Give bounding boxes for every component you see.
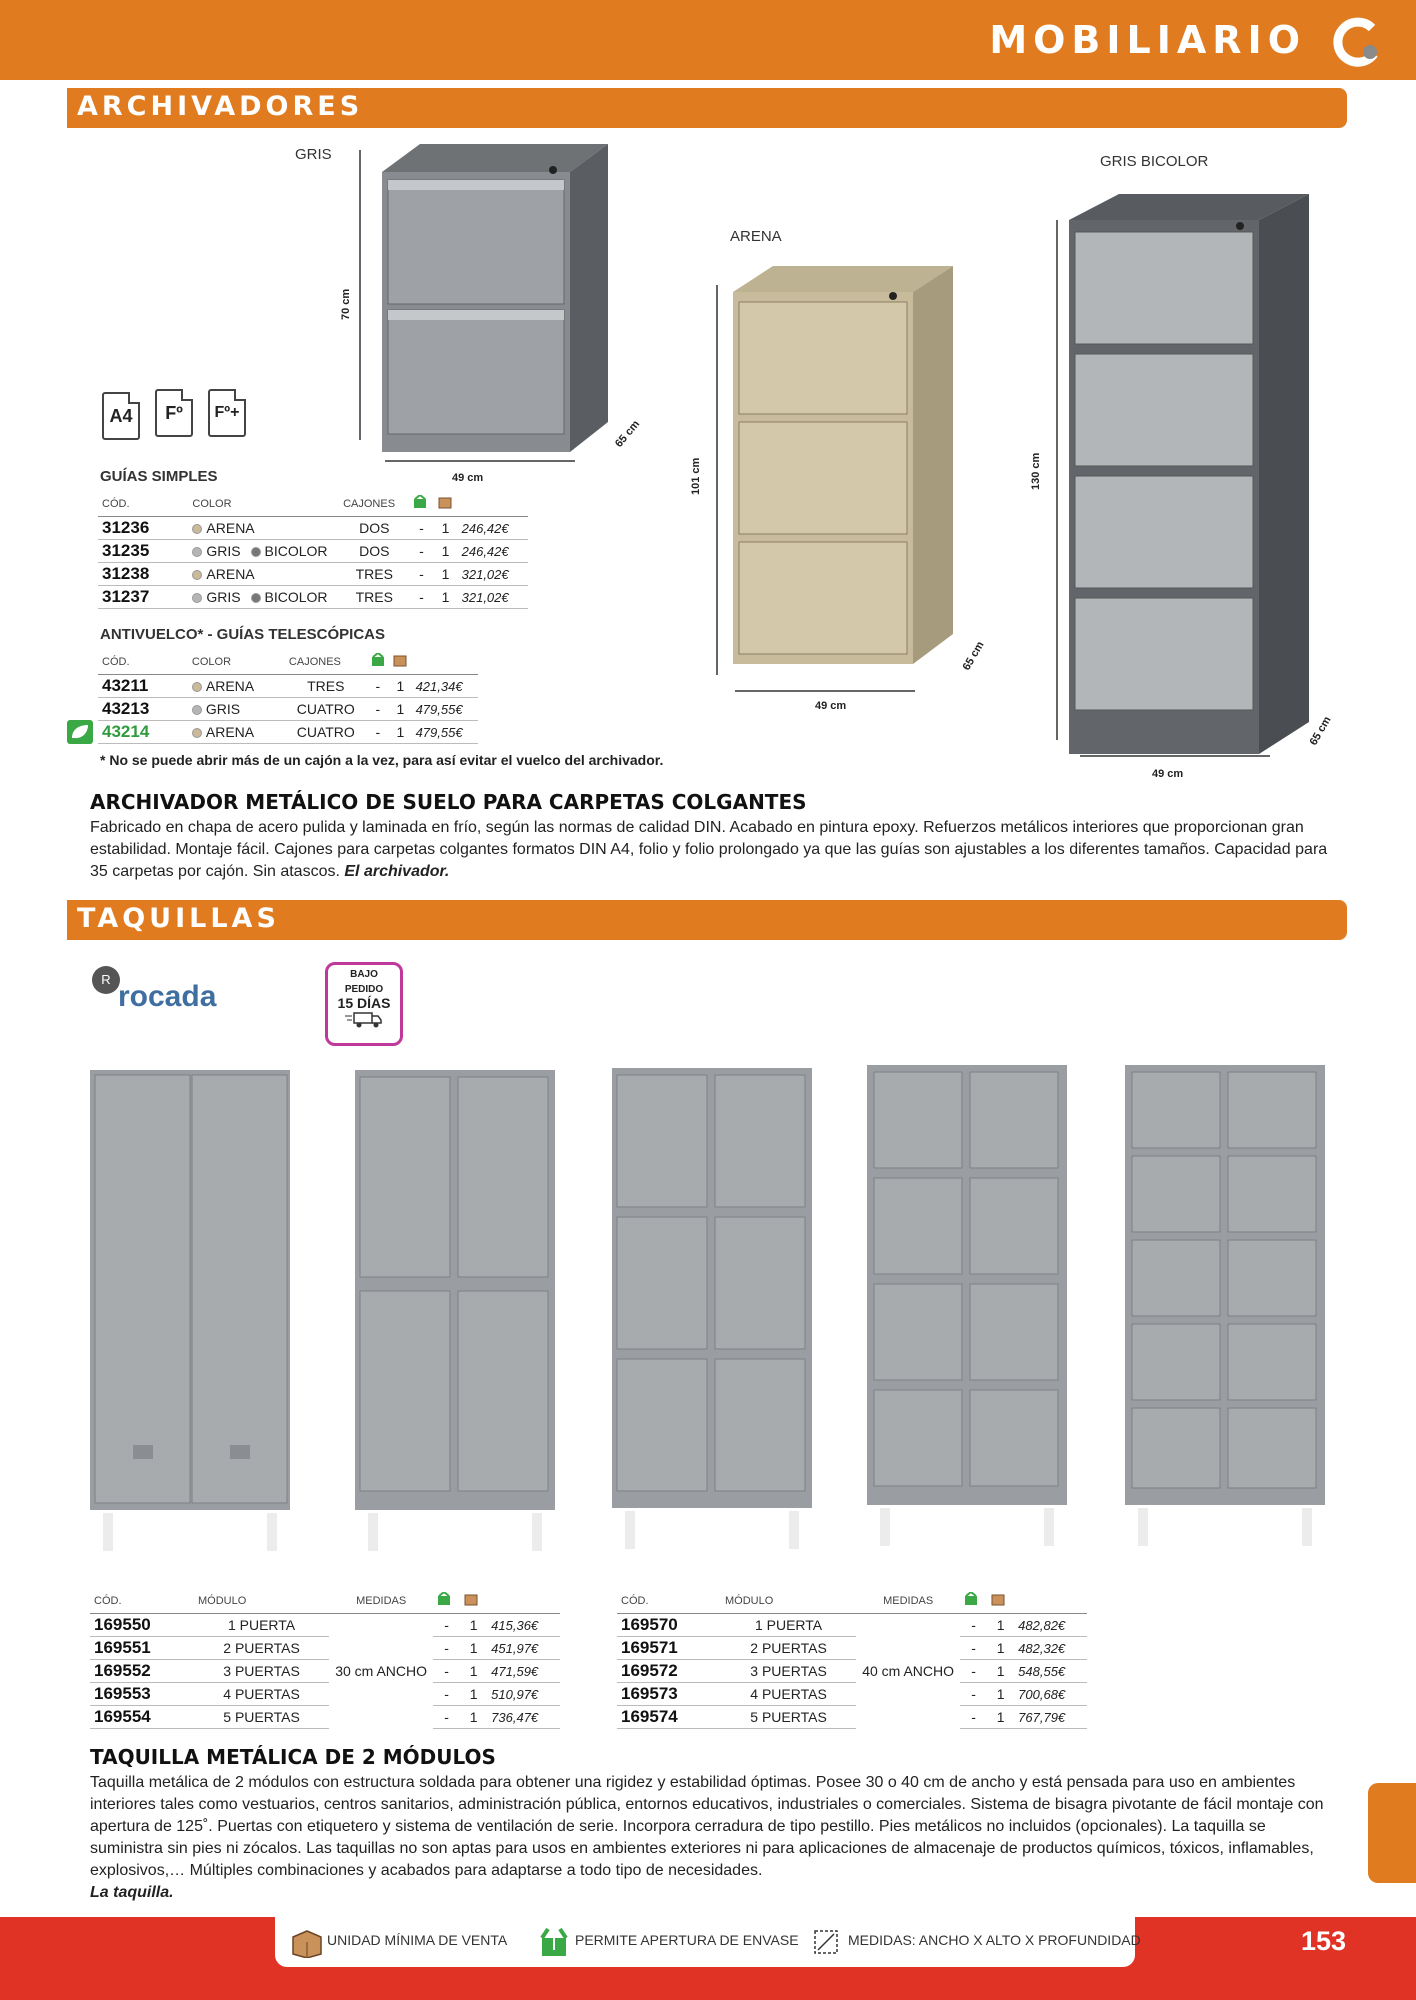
color-swatch-gris <box>192 593 202 603</box>
product-price: 510,97€ <box>487 1683 560 1706</box>
min-unit-value: 1 <box>460 1660 487 1683</box>
col-cod: CÓD. <box>617 1592 721 1614</box>
open-package-value: - <box>433 1637 460 1660</box>
col-medidas: MEDIDAS <box>856 1592 960 1614</box>
product-code: 169550 <box>90 1614 194 1637</box>
col-color: COLOR <box>188 495 339 517</box>
open-package-value: - <box>367 675 389 698</box>
col-cod: CÓD. <box>90 1592 194 1614</box>
width-dim-line <box>1080 750 1270 762</box>
cabinet-arena-label: ARENA <box>730 228 782 245</box>
product-price: 246,42€ <box>458 517 528 540</box>
taquilla-text-em: La taquilla. <box>90 1884 174 1901</box>
product-price: 700,68€ <box>1014 1683 1087 1706</box>
open-package-value: - <box>433 1683 460 1706</box>
open-package-icon <box>409 495 433 517</box>
cabinet-arena-height: 101 cm <box>690 457 702 495</box>
min-unit-value: 1 <box>460 1683 487 1706</box>
product-code: 169570 <box>617 1614 721 1637</box>
col-medidas: MEDIDAS <box>329 1592 433 1614</box>
section-header-taquillas <box>67 900 1347 940</box>
min-unit-value: 1 <box>434 586 458 609</box>
table-row <box>617 1706 1087 1729</box>
product-cajones: CUATRO <box>285 721 367 744</box>
product-code: 169554 <box>90 1706 194 1729</box>
archivador-heading: ARCHIVADOR METÁLICO DE SUELO PARA CARPETAS COLGANTES <box>90 790 807 814</box>
product-price: 415,36€ <box>487 1614 560 1637</box>
section-title: TAQUILLAS <box>77 903 280 934</box>
product-modulo: 1 PUERTA <box>721 1614 856 1637</box>
cabinet-bicolor-height: 130 cm <box>1030 452 1042 490</box>
product-price: 451,97€ <box>487 1637 560 1660</box>
product-price: 767,79€ <box>1014 1706 1087 1729</box>
bajo-pedido-badge <box>325 962 403 1046</box>
page-header <box>0 0 1416 80</box>
cabinet-bicolor-width: 49 cm <box>1152 768 1184 780</box>
brand-logo-icon <box>1332 14 1386 68</box>
dimensions-icon <box>812 1928 840 1956</box>
min-unit-value: 1 <box>460 1614 487 1637</box>
height-dim-line <box>712 285 722 675</box>
page-number: 153 <box>1300 1926 1346 1956</box>
table-row <box>90 1637 560 1660</box>
product-price: 482,32€ <box>1014 1637 1087 1660</box>
open-package-value: - <box>433 1706 460 1729</box>
cabinet-bicolor-depth: 65 cm <box>1307 714 1334 748</box>
table-header-row <box>90 1592 560 1614</box>
product-modulo: 2 PUERTAS <box>194 1637 329 1660</box>
product-code: 169574 <box>617 1706 721 1729</box>
min-unit-box-icon <box>987 1592 1014 1614</box>
product-code: 169572 <box>617 1660 721 1683</box>
badge-line2: PEDIDO <box>344 984 384 995</box>
product-color: GRIS <box>206 589 241 605</box>
color-swatch-arena <box>192 524 202 534</box>
cabinet-bicolor-label: GRIS BICOLOR <box>1100 153 1209 170</box>
antivuelco-table <box>98 653 478 744</box>
rocada-logo-icon: R <box>92 966 120 994</box>
archivador-text: Fabricado en chapa de acero pulida y laminada en frío, según las normas de calidad DIN. Acabado en pintura epoxy. Refuerzos metálicos interiores que proporcionan gran estabilidad. Montaje fácil. Cajones para carpetas colgantes formatos DIN A4, folio y folio prolongado ya que las guías son ajustables a los diferentes tamaños. Capacidad para 35 carpetas por cajón. Sin atascos. <box>90 819 1328 880</box>
min-unit-value: 1 <box>434 563 458 586</box>
color-swatch-arena <box>192 682 202 692</box>
guias-simples-table <box>98 495 528 609</box>
product-cajones: DOS <box>339 540 409 563</box>
col-modulo: MÓDULO <box>194 1592 329 1614</box>
min-unit-value: 1 <box>987 1706 1014 1729</box>
table-header-row <box>98 653 478 675</box>
width-dim-line <box>735 685 915 697</box>
product-modulo: 5 PUERTAS <box>194 1706 329 1729</box>
min-unit-value: 1 <box>389 721 411 744</box>
product-code: 169552 <box>90 1660 194 1683</box>
product-code: 43211 <box>98 675 188 698</box>
product-code: 31237 <box>98 586 188 609</box>
product-code: 169571 <box>617 1637 721 1660</box>
product-price: 736,47€ <box>487 1706 560 1729</box>
product-medidas: 30 cm ANCHO <box>335 1663 428 1680</box>
height-dim-line <box>355 150 365 440</box>
col-modulo: MÓDULO <box>721 1592 856 1614</box>
product-cajones: CUATRO <box>285 698 367 721</box>
product-price: 321,02€ <box>458 586 528 609</box>
width-dim-line <box>385 455 575 467</box>
col-cajones: CAJONES <box>339 495 409 517</box>
open-package-value: - <box>367 721 389 744</box>
table-row <box>98 563 528 586</box>
eco-leaf-icon <box>67 720 93 744</box>
product-price: 482,82€ <box>1014 1614 1087 1637</box>
footer-medidas-label: MEDIDAS: ANCHO X ALTO X PROFUNDIDAD <box>848 1932 1141 1948</box>
product-modulo: 1 PUERTA <box>194 1614 329 1637</box>
product-cajones: DOS <box>339 517 409 540</box>
table-row <box>90 1660 560 1683</box>
open-package-value: - <box>409 540 433 563</box>
product-modulo: 3 PUERTAS <box>194 1660 329 1683</box>
cabinet-gris-label: GRIS <box>295 146 332 163</box>
table-row <box>90 1614 560 1637</box>
product-color: GRIS <box>206 543 241 559</box>
color-swatch-arena <box>192 570 202 580</box>
col-cod: CÓD. <box>98 653 188 675</box>
color-swatch-gris <box>192 705 202 715</box>
color-swatch-bicolor <box>251 547 261 557</box>
cabinet-gris-height: 70 cm <box>340 288 352 320</box>
product-code: 169573 <box>617 1683 721 1706</box>
antivuelco-title: ANTIVUELCO* - GUÍAS TELESCÓPICAS <box>100 626 386 643</box>
cabinet-arena-width: 49 cm <box>815 700 847 712</box>
product-cajones: TRES <box>339 586 409 609</box>
product-medidas: 40 cm ANCHO <box>862 1663 955 1680</box>
table-row <box>617 1660 1087 1683</box>
product-modulo: 2 PUERTAS <box>721 1637 856 1660</box>
min-unit-value: 1 <box>987 1614 1014 1637</box>
min-unit-value: 1 <box>987 1637 1014 1660</box>
col-cajones: CAJONES <box>285 653 367 675</box>
side-tab <box>1368 1783 1416 1883</box>
section-title: ARCHIVADORES <box>77 91 364 122</box>
col-color: COLOR <box>188 653 285 675</box>
product-price: 421,34€ <box>412 675 478 698</box>
open-package-icon <box>960 1592 987 1614</box>
product-modulo: 3 PUERTAS <box>721 1660 856 1683</box>
cabinet-arena-depth: 65 cm <box>960 639 987 673</box>
section-header-archivadores <box>67 88 1347 128</box>
color-swatch-arena <box>192 728 202 738</box>
locker-3-puertas-image <box>607 1063 817 1555</box>
product-modulo: 4 PUERTAS <box>721 1683 856 1706</box>
min-unit-value: 1 <box>434 540 458 563</box>
cabinet-gris-depth: 65 cm <box>612 418 643 450</box>
table-row <box>98 540 528 563</box>
min-unit-value: 1 <box>434 517 458 540</box>
product-color: ARENA <box>205 724 255 740</box>
open-package-value: - <box>433 1660 460 1683</box>
min-unit-value: 1 <box>987 1683 1014 1706</box>
product-price: 479,55€ <box>412 698 478 721</box>
locker-5-puertas-image <box>1120 1060 1330 1555</box>
table-row <box>98 517 528 540</box>
table-row <box>617 1614 1087 1637</box>
footer-unidad-label: UNIDAD MÍNIMA DE VENTA <box>327 1932 508 1948</box>
min-unit-box-icon <box>460 1592 487 1614</box>
open-package-icon <box>367 653 389 675</box>
height-dim-line <box>1052 220 1062 740</box>
cabinet-gris-width: 49 cm <box>452 472 484 484</box>
table-row <box>90 1683 560 1706</box>
cabinet-gris-image <box>360 140 630 480</box>
page-title: MOBILIARIO <box>989 18 1306 62</box>
product-color-2: BICOLOR <box>264 589 328 605</box>
product-color-2: BICOLOR <box>264 543 328 559</box>
table-row <box>98 698 478 721</box>
antivuelco-footnote: * No se puede abrir más de un cajón a la vez, para así evitar el vuelco del archivador. <box>100 752 664 768</box>
folio-prolongado-format-icon: Fº+ <box>208 389 246 437</box>
min-unit-value: 1 <box>987 1660 1014 1683</box>
locker-1-puerta-image <box>85 1065 295 1555</box>
table-row <box>98 586 528 609</box>
open-package-value: - <box>409 517 433 540</box>
product-color: ARENA <box>206 520 255 536</box>
product-modulo: 5 PUERTAS <box>721 1706 856 1729</box>
badge-line1: BAJO <box>350 969 378 980</box>
open-package-value: - <box>960 1660 987 1683</box>
col-cod: CÓD. <box>98 495 188 517</box>
table-row <box>617 1683 1087 1706</box>
product-color: GRIS <box>205 701 241 717</box>
table-header-row <box>98 495 528 517</box>
badge-line3: 15 DÍAS <box>337 995 391 1011</box>
product-color: ARENA <box>206 566 255 582</box>
delivery-truck-icon <box>344 1011 384 1029</box>
table-header-row <box>617 1592 1087 1614</box>
archivador-text-em: El archivador. <box>344 863 450 880</box>
min-unit-value: 1 <box>460 1637 487 1660</box>
product-code: 43214 <box>98 721 188 744</box>
taquilla-text: Taquilla metálica de 2 módulos con estructura soldada para obtener una rigidez y estabilidad óptimas. Posee 30 o 40 cm de ancho y está pensada para uso en ambientes interiores tales como vestuarios, centros sanitarios, administración pública, entornos educativos, industriales o comerciales. Sistema de bisagra pivotante de fácil montaje con apertura de 125˚. Puertas con etiquetero y sistema de ventilación de serie. Incorpora cerradura de tipo pestillo. Pies metálicos no incluidos (opcionales). La taquilla se suministra sin pies ni zócalos. Las taquillas no son aptas para usos en ambientes exteriores ni para aplicaciones de almacenaje de productos químicos, tóxicos, inflamables, explosivos,… Múltiples combinaciones y acabados para adaptarse a todo tipo de necesidades. <box>90 1774 1324 1879</box>
product-code: 43213 <box>98 698 188 721</box>
table-row <box>90 1706 560 1729</box>
min-unit-box-icon <box>290 1928 324 1958</box>
archivador-description <box>90 817 1330 883</box>
open-package-icon <box>537 1926 571 1958</box>
open-package-value: - <box>409 563 433 586</box>
product-price: 548,55€ <box>1014 1660 1087 1683</box>
taquillas-40-table <box>617 1592 1087 1729</box>
open-package-icon <box>433 1592 460 1614</box>
folio-format-icon: Fº <box>155 389 193 437</box>
open-package-value: - <box>960 1706 987 1729</box>
open-package-value: - <box>367 698 389 721</box>
open-package-value: - <box>960 1614 987 1637</box>
product-code: 31238 <box>98 563 188 586</box>
product-price: 479,55€ <box>412 721 478 744</box>
open-package-value: - <box>960 1683 987 1706</box>
min-unit-box-icon <box>434 495 458 517</box>
cabinet-bicolor-image <box>1065 192 1315 762</box>
min-unit-box-icon <box>389 653 411 675</box>
table-row <box>98 721 478 744</box>
product-price: 246,42€ <box>458 540 528 563</box>
min-unit-value: 1 <box>389 675 411 698</box>
product-cajones: TRES <box>339 563 409 586</box>
cabinet-arena-image <box>725 262 965 682</box>
taquilla-description <box>90 1772 1340 1904</box>
product-code: 169551 <box>90 1637 194 1660</box>
color-swatch-gris <box>192 547 202 557</box>
color-swatch-bicolor <box>251 593 261 603</box>
product-code: 31236 <box>98 517 188 540</box>
guias-simples-title: GUÍAS SIMPLES <box>100 468 218 485</box>
taquillas-30-table <box>90 1592 560 1729</box>
taquilla-heading: TAQUILLA METÁLICA DE 2 MÓDULOS <box>90 1745 496 1769</box>
product-price: 471,59€ <box>487 1660 560 1683</box>
table-row <box>617 1637 1087 1660</box>
locker-4-puertas-image <box>862 1060 1072 1555</box>
product-code: 31235 <box>98 540 188 563</box>
footer-permite-label: PERMITE APERTURA DE ENVASE <box>575 1932 799 1948</box>
min-unit-value: 1 <box>460 1706 487 1729</box>
min-unit-value: 1 <box>389 698 411 721</box>
product-price: 321,02€ <box>458 563 528 586</box>
a4-format-icon: A4 <box>102 392 140 440</box>
product-color: ARENA <box>205 678 255 694</box>
open-package-value: - <box>960 1637 987 1660</box>
brand-name: rocada <box>118 980 217 1013</box>
product-cajones: TRES <box>285 675 367 698</box>
open-package-value: - <box>409 586 433 609</box>
open-package-value: - <box>433 1614 460 1637</box>
locker-2-puertas-image <box>350 1065 560 1555</box>
product-code: 169553 <box>90 1683 194 1706</box>
table-row <box>98 675 478 698</box>
product-modulo: 4 PUERTAS <box>194 1683 329 1706</box>
